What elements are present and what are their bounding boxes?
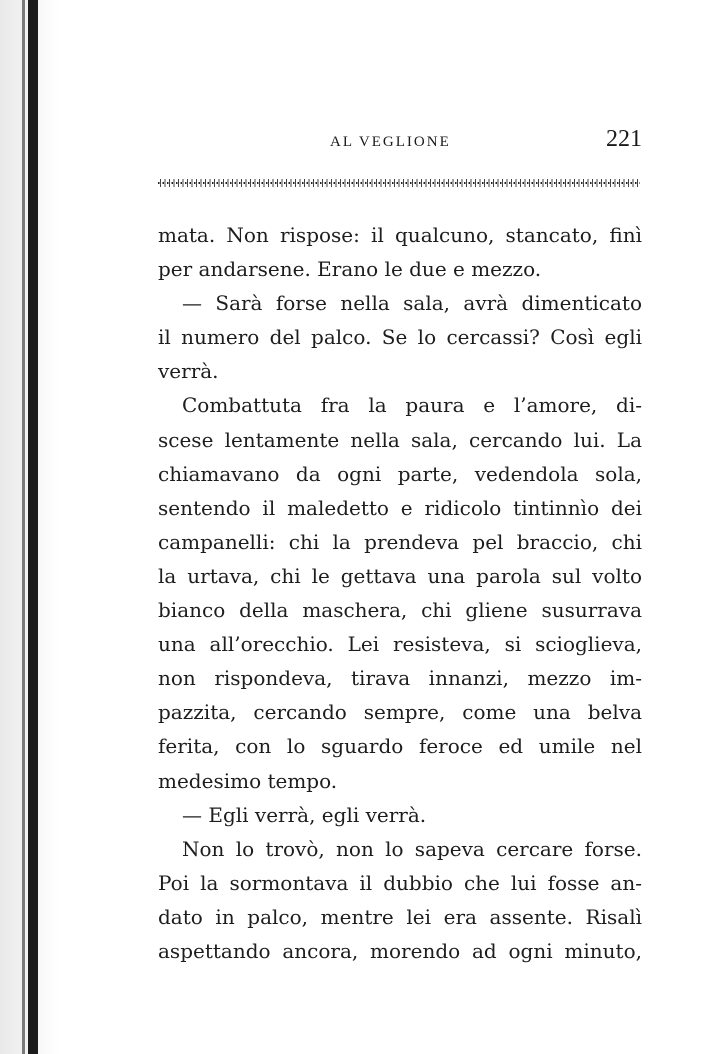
text-line: mata. Non rispose: il qualcuno, stancato, finì xyxy=(158,223,642,247)
text-line: medesimo tempo. xyxy=(158,768,338,793)
text-line: scese lentamente nella sala, cercando lui. La xyxy=(158,427,642,452)
text-line: il numero del palco. Se lo cercassi? Così egli xyxy=(158,325,642,350)
text-line: Combattuta fra la paura e l’amore, di- xyxy=(182,393,642,418)
page-number: 221 xyxy=(606,126,642,152)
text-line: una all’orecchio. Lei resisteva, si scioglieva, xyxy=(158,632,642,657)
binding-dark-strip xyxy=(28,0,38,1054)
text-line: verrà. xyxy=(158,359,219,384)
text-line: non rispondeva, tirava innanzi, mezzo im- xyxy=(158,666,642,691)
text-line: la urtava, chi le gettava una parola sul volto xyxy=(158,563,642,588)
text-line: ferita, con lo sguardo feroce ed umile nel xyxy=(158,734,642,759)
text-line: pazzita, cercando sempre, come una belva xyxy=(158,700,642,725)
running-head xyxy=(158,126,642,160)
text-line: campanelli: chi la prendeva pel braccio, chi xyxy=(158,529,642,554)
binding-shadow-line xyxy=(22,0,25,1054)
text-line: dato in palco, mentre lei era assente. Risalì xyxy=(158,904,642,929)
text-line: chiamavano da ogni parte, vedendola sola, xyxy=(158,461,642,486)
running-title: AL VEGLIONE xyxy=(330,134,451,150)
text-line: Poi la sormontava il dubbio che lui fosse an- xyxy=(158,870,642,895)
text-line: per andarsene. Erano le due e mezzo. xyxy=(158,257,542,282)
page-binding-edge xyxy=(0,0,42,1054)
text-line: bianco della maschera, chi gliene susurrava xyxy=(158,598,642,623)
text-line: Non lo trovò, non lo sapeva cercare forse. xyxy=(182,836,642,861)
body-text xyxy=(158,218,642,968)
text-line: aspettando ancora, morendo ad ogni minuto, xyxy=(158,938,642,963)
text-line: sentendo il maledetto e ridicolo tintinnìo dei xyxy=(158,495,642,520)
text-line: — Egli verrà, egli verrà. xyxy=(182,802,427,827)
decorative-rule xyxy=(158,179,640,187)
text-line: — Sarà forse nella sala, avrà dimenticato xyxy=(182,291,642,316)
